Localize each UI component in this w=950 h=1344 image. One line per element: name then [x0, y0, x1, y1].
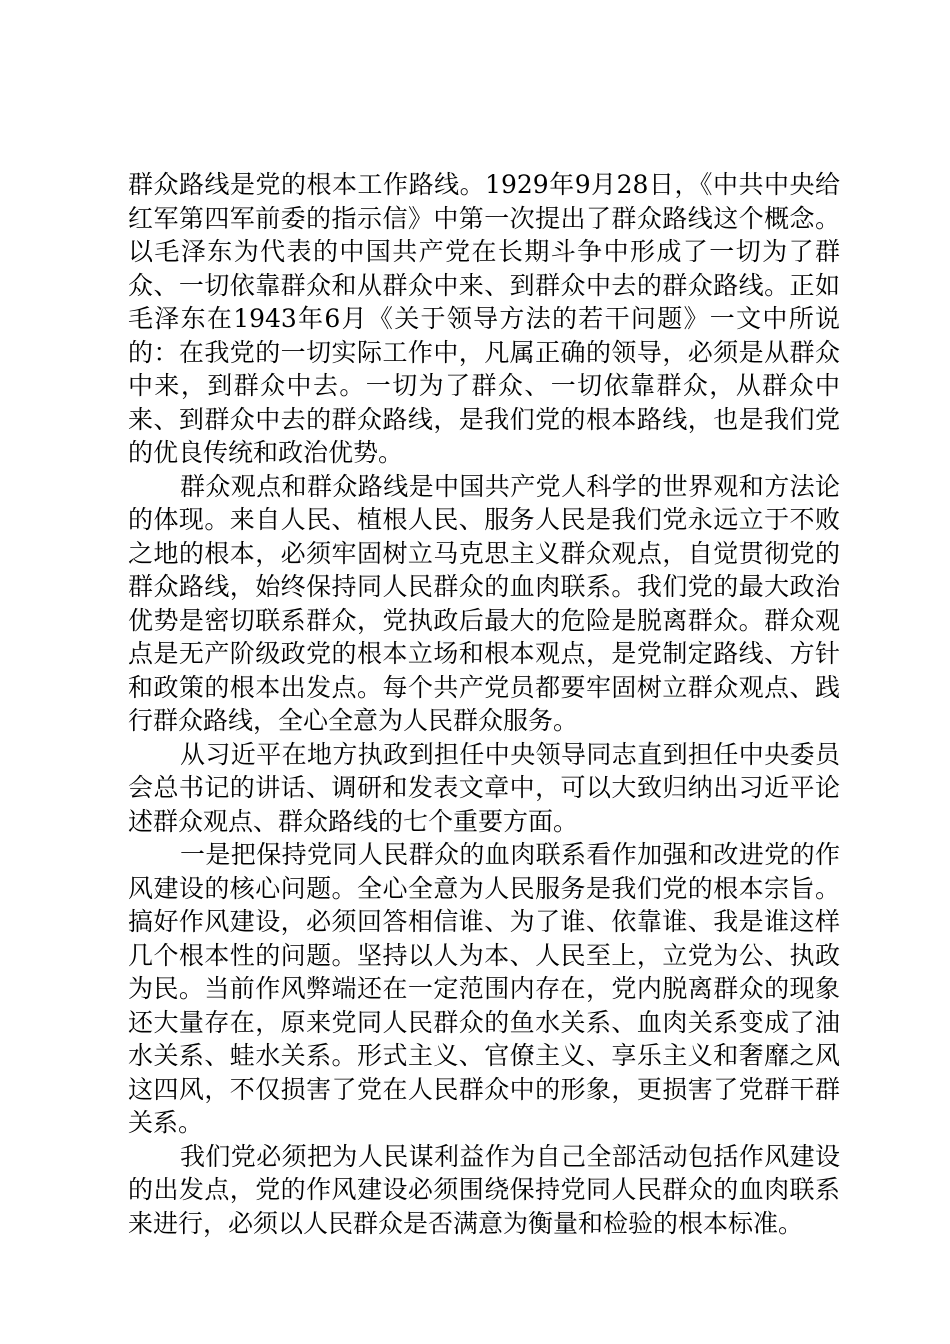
paragraph-2: 群众观点和群众路线是中国共产党人科学的世界观和方法论的体现。来自人民、植根人民、服务人民是我们党永远立于不败之地的根本，必须牢固树立马克思主义群众观点，自觉贯彻党的群众路线，始终保持同人民群众的血肉联系。我们党的最大政治优势是密切联系群众，党执政后最大的危险是脱离群众。群众观点是无产阶级政党的根本立场和根本观点，是党制定路线、方针和政策的根本出发点。每个共产党员都要牢固树立群众观点、践行群众路线，全心全意为人民群众服务。: [128, 471, 840, 735]
document-body: [128, 168, 840, 1240]
paragraph-5: 我们党必须把为人民谋利益作为自己全部活动包括作风建设的出发点，党的作风建设必须围绕保持党同人民群众的血肉联系来进行，必须以人民群众是否满意为衡量和检验的根本标准。: [128, 1141, 840, 1238]
paragraph-4: 一是把保持党同人民群众的血肉联系看作加强和改进党的作风建设的核心问题。全心全意为人民服务是我们党的根本宗旨。搞好作风建设，必须回答相信谁、为了谁、依靠谁、我是谁这样几个根本性的问题。坚持以人为本、人民至上，立党为公、执政为民。当前作风弊端还在一定范围内存在，党内脱离群众的现象还大量存在，原来党同人民群众的鱼水关系、血肉关系变成了油水关系、蛙水关系。形式主义、官僚主义、享乐主义和奢靡之风这四风，不仅损害了党在人民群众中的形象，更损害了党群干群关系。: [128, 840, 840, 1137]
paragraph-1: 群众路线是党的根本工作路线。1929年9月28日，《中共中央给红军第四军前委的指示信》中第一次提出了群众路线这个概念。以毛泽东为代表的中国共产党在长期斗争中形成了一切为了群众、一切依靠群众和从群众中来、到群众中去的群众路线。正如毛泽东在1943年6月《关于领导方法的若干问题》一文中所说的：在我党的一切实际工作中，凡属正确的领导，必须是从群众中来，到群众中去。一切为了群众、一切依靠群众，从群众中来、到群众中去的群众路线，是我们党的根本路线，也是我们党的优良传统和政治优势。: [128, 170, 840, 467]
paragraph-3: 从习近平在地方执政到担任中央领导同志直到担任中央委员会总书记的讲话、调研和发表文章中，可以大致归纳出习近平论述群众观点、群众路线的七个重要方面。: [128, 739, 840, 836]
